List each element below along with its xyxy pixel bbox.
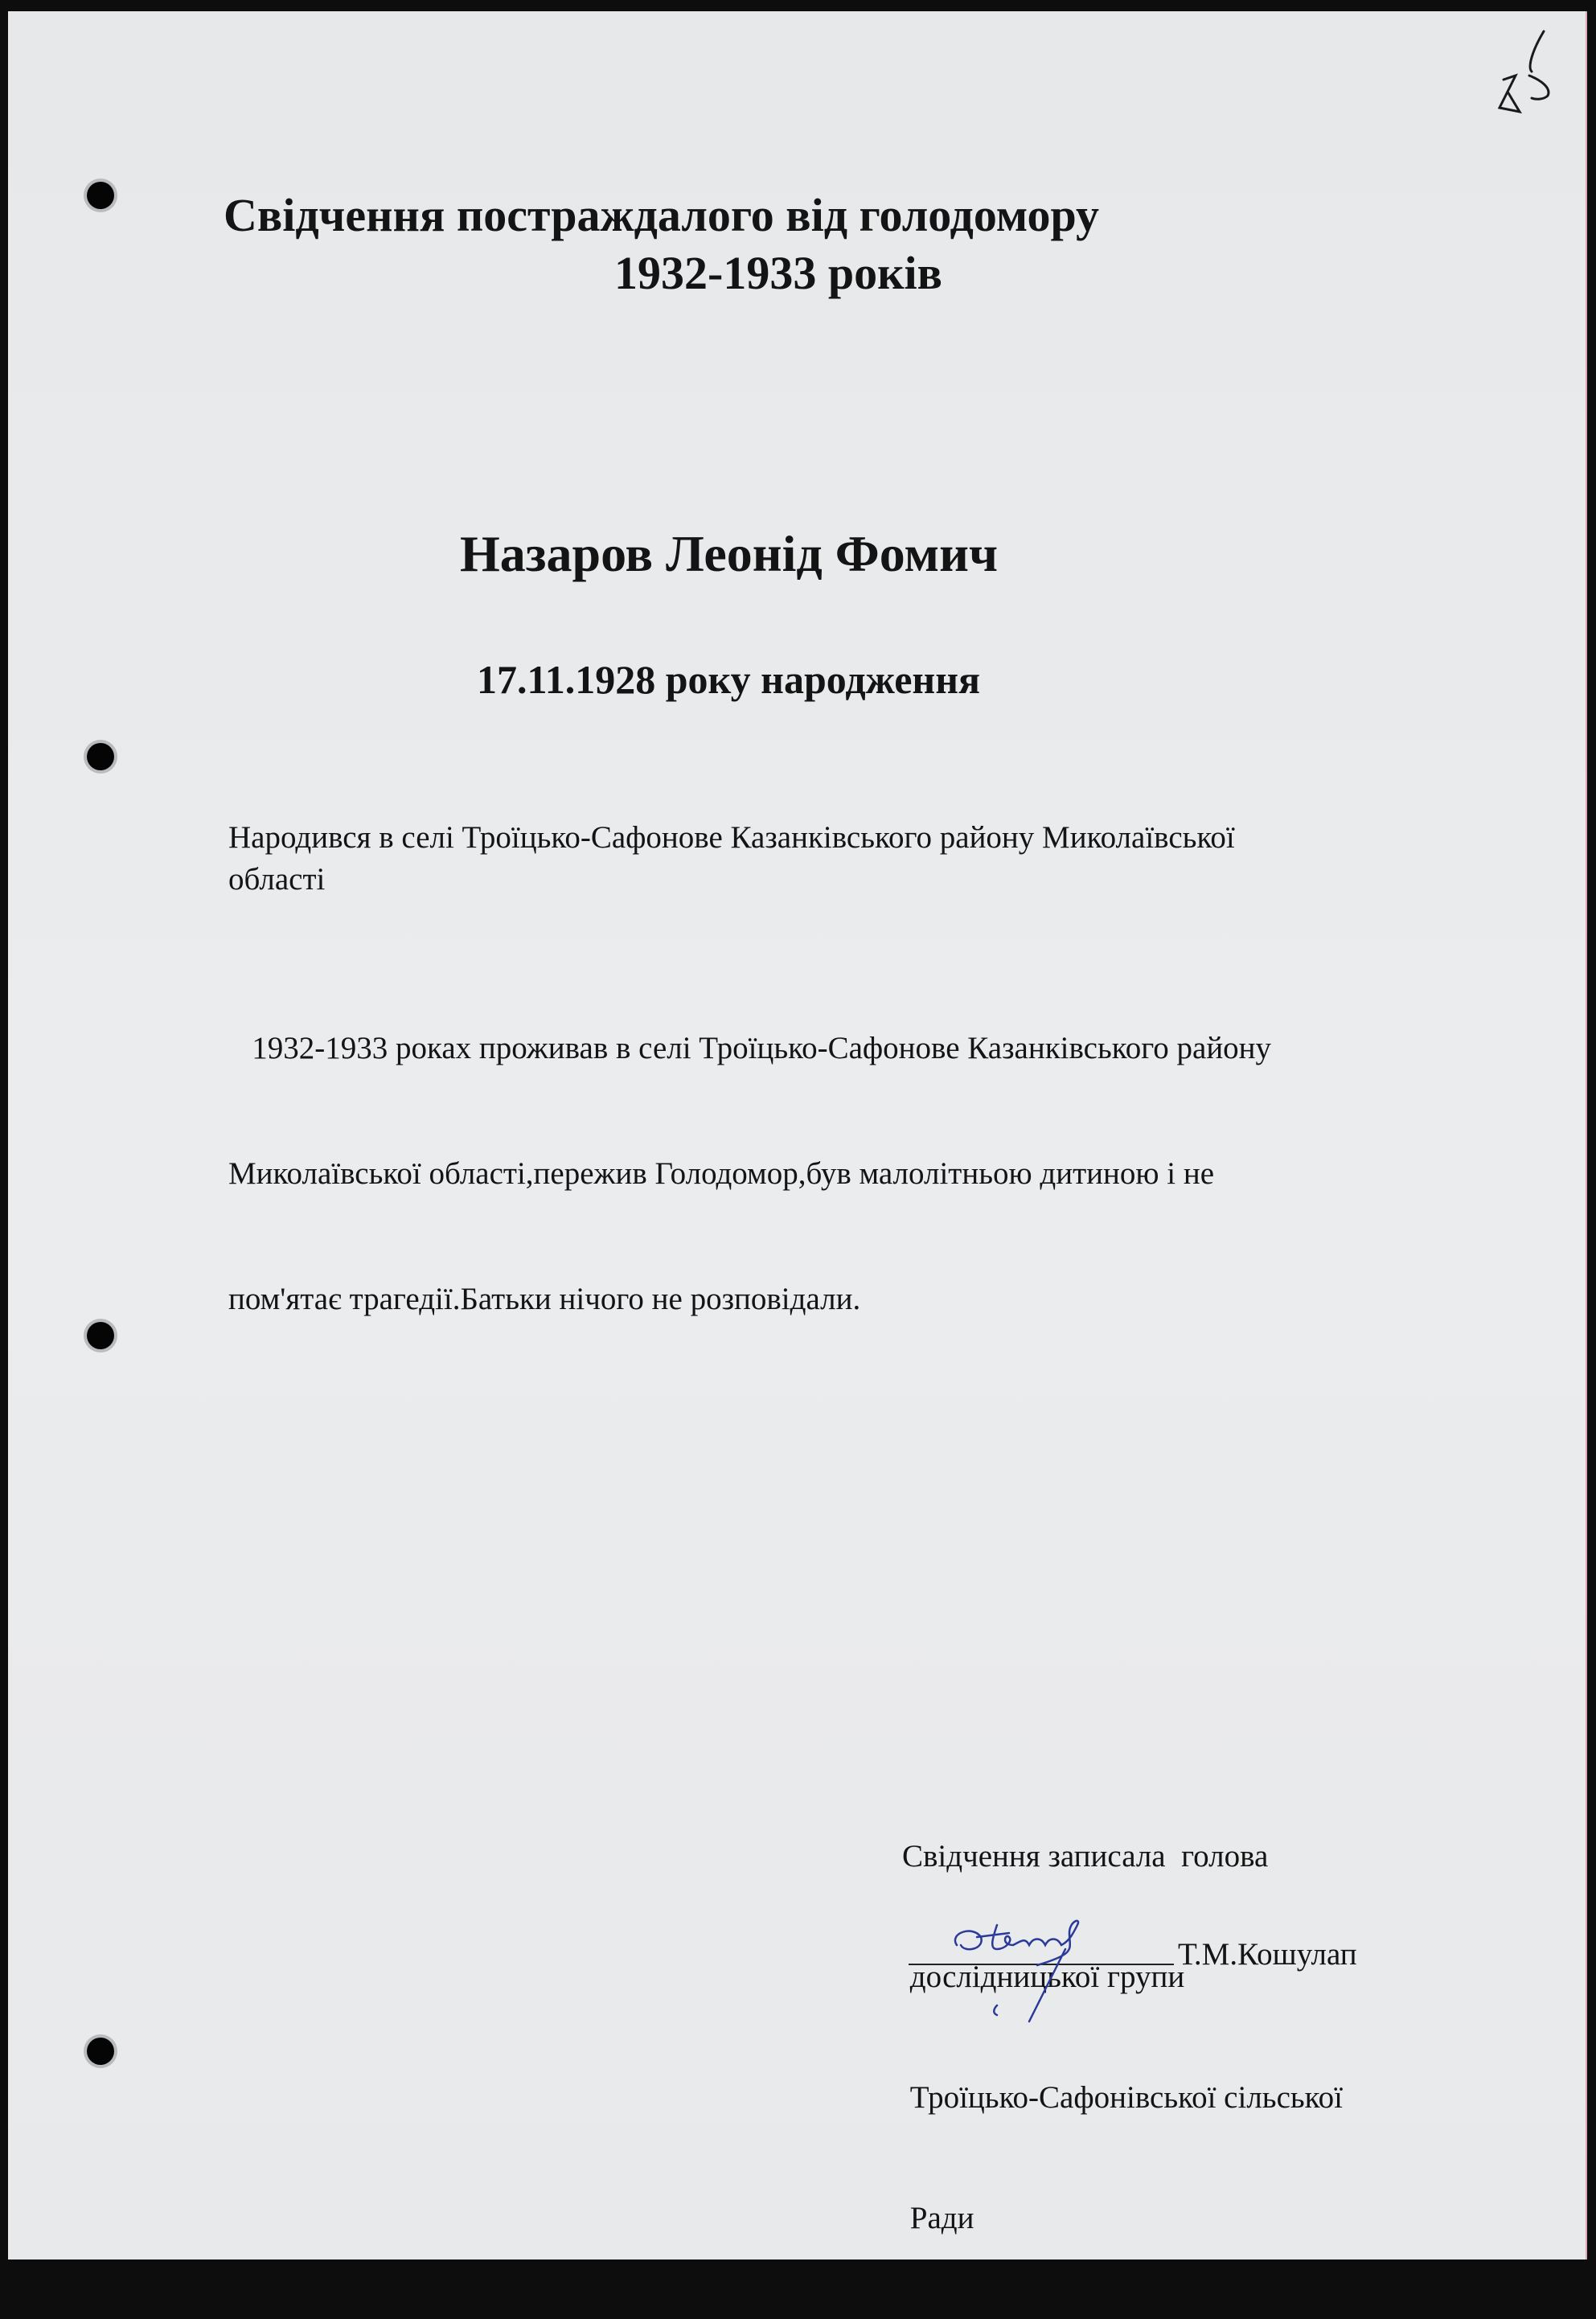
text-line: 1932-1933 роках проживав в селі Троїцько-Сафонове Казанківського району (228, 1031, 1272, 1065)
text-line: Миколаївської області,пережив Голодомор,був малолітньою дитиною і не (228, 1156, 1215, 1191)
punch-hole (87, 1322, 114, 1349)
recorder-line: Ради (902, 2201, 974, 2235)
text-line: пом'ятає трагедії.Батьки нічого не розповідали. (228, 1282, 861, 1316)
recorder-name: Т.М.Кошулап (1178, 1937, 1357, 1972)
paragraph-birthplace (228, 817, 1235, 901)
person-name: Назаров Леонід Фомич (460, 525, 999, 582)
birth-date: 17.11.1928 року народження (477, 657, 981, 702)
punch-hole (87, 2038, 114, 2065)
recorder-block (902, 1756, 1343, 2319)
punch-hole (87, 182, 114, 209)
recorder-line: Свідчення записала голова (902, 1839, 1269, 1874)
recorder-line: дослідницької групи (902, 1960, 1185, 1994)
recorder-line: Троїцько-Сафонівської сільської (902, 2080, 1343, 2115)
text-line: Народився в селі Троїцько-Сафонове Казанківського району Миколаївської (228, 820, 1235, 855)
handwritten-signature (949, 1901, 1158, 2034)
text-line: області (228, 862, 326, 897)
punch-hole (87, 743, 114, 770)
document-page (8, 11, 1587, 2259)
document-title-line1: Свідчення постраждалого від голодомору (224, 189, 1100, 241)
handwritten-page-number (1471, 19, 1560, 128)
document-title-line2: 1932-1933 років (614, 247, 942, 299)
paragraph-testimony (228, 944, 1271, 1404)
